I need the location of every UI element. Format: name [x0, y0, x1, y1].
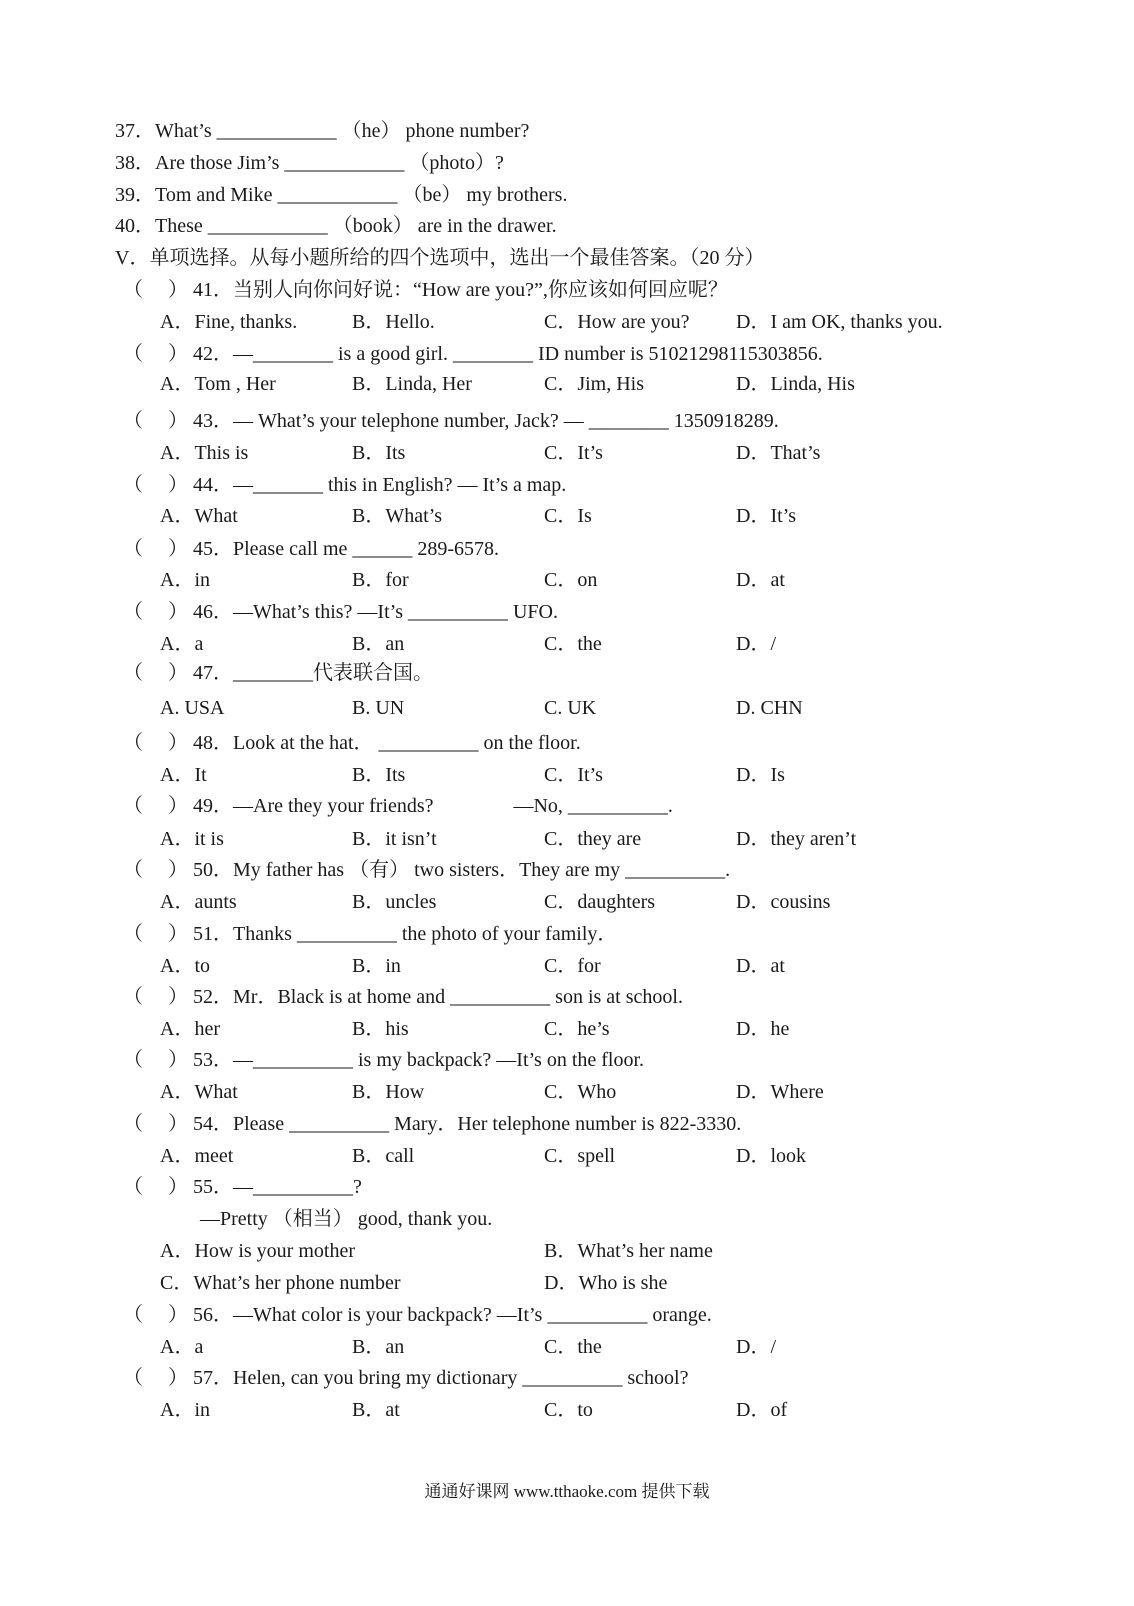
answer-option: C．to	[544, 1399, 593, 1421]
answer-option: A．What	[160, 1081, 238, 1103]
answer-option: B．call	[352, 1145, 415, 1167]
answer-option: D．they aren’t	[736, 828, 857, 850]
question-stem: （ ） 53．—__________ is my backpack? —It’s on the floor.	[123, 1049, 645, 1071]
question-stem: （ ） 49．—Are they your friends? —No, __________.	[123, 795, 673, 817]
answer-option: C．What’s her phone number	[160, 1272, 401, 1294]
answer-option: B．What’s	[352, 505, 442, 527]
answer-option: D．at	[736, 955, 785, 977]
answer-option: D．Is	[736, 764, 785, 786]
question-reply: —Pretty （相当） good, thank you.	[200, 1208, 493, 1230]
answer-option: C．Is	[544, 505, 592, 527]
answer-option: D．Who is she	[544, 1272, 668, 1294]
answer-option: A．a	[160, 633, 204, 655]
question-stem: （ ） 56．—What color is your backpack? —It’s __________ orange.	[123, 1304, 712, 1326]
answer-option: D．/	[736, 1336, 776, 1358]
answer-option: C．It’s	[544, 764, 603, 786]
answer-option: A．aunts	[160, 891, 237, 913]
section-heading: V．单项选择。从每小题所给的四个选项中，选出一个最佳答案。（20 分）	[115, 247, 765, 269]
question-stem: （ ） 55．—__________?	[123, 1176, 362, 1198]
answer-option: C．spell	[544, 1145, 616, 1167]
answer-option: D．of	[736, 1399, 788, 1421]
question-stem: （ ） 41．当别人向你问好说：“How are you?”,你应该如何回应呢？	[123, 279, 728, 301]
answer-option: B．at	[352, 1399, 400, 1421]
answer-option: C．the	[544, 633, 602, 655]
answer-option: C．Jim, His	[544, 373, 645, 395]
question-stem: （ ） 46．—What’s this? —It’s __________ UFO.	[123, 601, 558, 623]
answer-option: C．they are	[544, 828, 642, 850]
fill-item: 37．What’s ____________ （he） phone number?	[115, 120, 530, 142]
question-stem: （ ） 48．Look at the hat． __________ on the floor.	[123, 732, 581, 754]
answer-option: B．uncles	[352, 891, 437, 913]
answer-option: B．How	[352, 1081, 425, 1103]
answer-option: B．an	[352, 633, 405, 655]
answer-option: A. USA	[160, 697, 225, 719]
answer-option: D．at	[736, 569, 785, 591]
answer-option: C．Who	[544, 1081, 617, 1103]
answer-option: B．an	[352, 1336, 405, 1358]
answer-option: B．Its	[352, 764, 406, 786]
answer-option: A．to	[160, 955, 210, 977]
answer-option: C．for	[544, 955, 601, 977]
answer-option: A．a	[160, 1336, 204, 1358]
answer-option: A．It	[160, 764, 207, 786]
answer-option: D．Where	[736, 1081, 824, 1103]
answer-option: D．he	[736, 1018, 790, 1040]
answer-option: A．How is your mother	[160, 1240, 355, 1262]
answer-option: B．for	[352, 569, 409, 591]
answer-option: C. UK	[544, 697, 597, 719]
answer-option: B．it isn’t	[352, 828, 437, 850]
answer-option: D．I am OK, thanks you.	[736, 311, 943, 333]
answer-option: D．/	[736, 633, 776, 655]
answer-option: B．in	[352, 955, 401, 977]
answer-option: C．on	[544, 569, 598, 591]
answer-option: A．in	[160, 569, 210, 591]
question-stem: （ ） 50．My father has （有） two sisters．They are my __________.	[123, 859, 731, 881]
question-stem: （ ） 42．—________ is a good girl. ________ ID number is 51021298115303856.	[123, 343, 823, 365]
answer-option: A．her	[160, 1018, 220, 1040]
answer-option: D．It’s	[736, 505, 796, 527]
answer-option: B．Its	[352, 442, 406, 464]
answer-option: C．he’s	[544, 1018, 610, 1040]
question-stem: （ ） 47．________代表联合国。	[123, 662, 433, 684]
answer-option: B．his	[352, 1018, 409, 1040]
answer-option: D．look	[736, 1145, 806, 1167]
answer-option: C．daughters	[544, 891, 656, 913]
fill-item: 39．Tom and Mike ____________ （be） my brothers.	[115, 184, 568, 206]
answer-option: B. UN	[352, 697, 405, 719]
answer-option: D．Linda, His	[736, 373, 855, 395]
answer-option: B．Linda, Her	[352, 373, 472, 395]
answer-option: C．the	[544, 1336, 602, 1358]
answer-option: C．How are you?	[544, 311, 690, 333]
answer-option: A．Tom , Her	[160, 373, 276, 395]
answer-option: A．it is	[160, 828, 224, 850]
fill-item: 38．Are those Jim’s ____________ （photo）?	[115, 152, 504, 174]
answer-option: B．Hello.	[352, 311, 435, 333]
question-stem: （ ） 57．Helen, can you bring my dictionary __________ school?	[123, 1367, 689, 1389]
question-stem: （ ） 54．Please __________ Mary．Her telephone number is 822-3330.	[123, 1113, 742, 1135]
answer-option: A．Fine, thanks.	[160, 311, 298, 333]
answer-option: D．That’s	[736, 442, 821, 464]
question-stem: （ ） 51．Thanks __________ the photo of your family．	[123, 923, 618, 945]
answer-option: D. CHN	[736, 697, 803, 719]
answer-option: A．This is	[160, 442, 249, 464]
answer-option: A．in	[160, 1399, 210, 1421]
question-stem: （ ） 45．Please call me ______ 289-6578.	[123, 538, 500, 560]
page-footer: 通通好课网 www.tthaoke.com 提供下载	[424, 1482, 710, 1501]
answer-option: A．What	[160, 505, 238, 527]
question-stem: （ ） 52．Mr．Black is at home and __________ son is at school.	[123, 986, 683, 1008]
fill-item: 40．These ____________ （book） are in the drawer.	[115, 215, 557, 237]
answer-option: B．What’s her name	[544, 1240, 713, 1262]
answer-option: D．cousins	[736, 891, 831, 913]
answer-option: C．It’s	[544, 442, 603, 464]
question-stem: （ ） 44．—_______ this in English? — It’s a map.	[123, 474, 567, 496]
question-stem: （ ） 43．— What’s your telephone number, Jack? — ________ 1350918289.	[123, 410, 779, 432]
answer-option: A．meet	[160, 1145, 234, 1167]
